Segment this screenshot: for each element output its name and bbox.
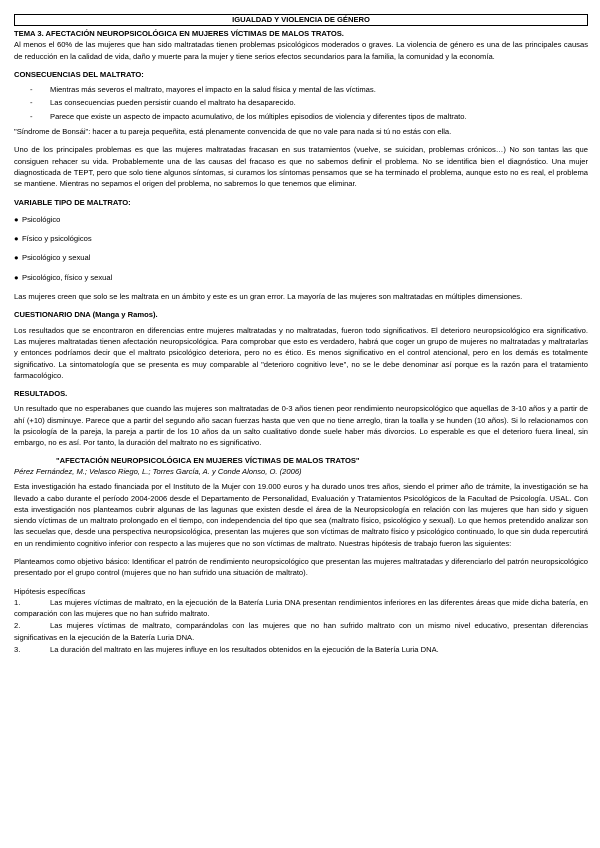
variable-list <box>14 214 588 283</box>
document-header: IGUALDAD Y VIOLENCIA DE GÉNERO <box>14 14 588 26</box>
list-item: - Las consecuencias pueden persistir cuando el maltrato ha desaparecido. <box>30 98 296 108</box>
variable-heading: VARIABLE TIPO DE MALTRATO: <box>14 197 131 207</box>
bullet-icon: ● <box>14 272 19 282</box>
intro-paragraph: Al menos el 60% de las mujeres que han sido maltratadas tienen problemas psicológicos moderados o graves. La violencia de género es una de las principales causas de reducción en la calidad de vida, daño y muerte para la mujer y tiene serios efectos secundarios para la familia, la comunidad y la economía. <box>14 40 588 61</box>
objetivo-paragraph: Planteamos como objetivo básico: Identificar el patrón de rendimiento neuropsicológico que presentan las mujeres maltratadas y diferenciarlo del patrón neuropsicológico presentado por el grupo control (mujeres que no han sufrido una situación de maltrato). <box>14 556 588 578</box>
study-authors: Pérez Fernández, M.; Velasco Riego, L.; Torres García, A. y Conde Alonso, O. (2006) <box>14 466 302 476</box>
bullet-icon: ● <box>14 214 19 224</box>
list-item: 1. Las mujeres víctimas de maltrato, en la ejecución de la Batería Luria DNA presentan rendimientos inferiores en las diferentes áreas que mide dicha batería, en comparación con las mujeres que no han sufrido maltrato. <box>14 597 588 619</box>
bullet-icon: ● <box>14 234 19 244</box>
investigacion-paragraph: Esta investigación ha estado financiada por el Instituto de la Mujer con 19.000 euros y ha durado unos tres años, siendo el primer año de trámite, la investigación se ha llevado a cabo durante el período 2004-2006 desde el Departamento de Personalidad, Evaluación y Tratamientos Psicológicos de la Facultad de Psicología. USAL. Con esta investigación nos planteamos cubrir algunas de las lagunas que existen desde el área de la Neuropsicología en relación con las mujeres que han sido y siguen siendo víctimas de un maltrato prolongado en el tiempo, con independencia del tipo que sea (maltrato físico, psicológico y sexual). Lo que hemos pretendido analizar son las secuelas que, desde una perspectiva neuropsicológica, presentan las mujeres que son víctimas de maltrato físico y psicológico continuado, lo que sin duda repercutirá en un rendimiento cognitivo inferior con respecto a las mujeres que no son víctimas de maltrato. Nuestras hipótesis de trabajo fueron las siguientes: <box>14 482 588 548</box>
dash-bullet: - <box>30 98 33 108</box>
hipotesis-list <box>14 597 588 655</box>
resultados-heading: RESULTADOS. <box>14 389 68 399</box>
problemas-paragraph: Uno de los principales problemas es que las mujeres maltratadas fracasan en sus tratamientos (vuelve, se suicidan, problemas crónicos…) No son tantas las que consiguen rehacer su vida. Probablemente una de las causas del fracaso es que no sabemos definir el problema. No se identifica bien el diagnóstico. Una mujer diagnosticada de TEPT, pero que solo tiene algunos síntomas, si curamos los síntomas pensamos que se ha terminado el problema, aunque esto no es real, el problema se mantiene. Mientras no sepamos el origen del problema, no sabremos lo que tenemos que eliminar. <box>14 145 588 189</box>
list-item: - Parece que existe un aspecto de impacto acumulativo, de los múltiples episodios de violencia y diferentes tipos de maltrato. <box>30 111 467 121</box>
cuestionario-heading: CUESTIONARIO DNA (Manga y Ramos). <box>14 310 158 320</box>
resultados-paragraph: Un resultado que no esperabanes que cuando las mujeres son maltratadas de 0-3 años tienen peor rendimiento neuropsicológico que aquellas de 3-10 años y a partir de ahí (+10) disminuye. Parece que a partir del segundo año sacan fuerzas hasta que ven que no tiene arreglo, tiran la toalla y se hunden (10 años). Si lo relacionamos con la psicología de la pareja, la pareja a partir de los 10 años da un salto cualitativo donde suele haber más divorcios. Lo esperable es que el deterioro fuera lineal, sin embargo, no es así. Por tanto, la duración del maltrato no es significativo. <box>14 404 588 448</box>
hipotesis-heading: Hipótesis específicas <box>14 586 86 596</box>
list-item: 2. Las mujeres víctimas de maltrato, comparándolas con las mujeres que no han sufrido maltrato con un mismo nivel educativo, presentan diferencias significativas en la ejecución de la Batería Luria DNA. <box>14 621 588 642</box>
bonsai-term: "Síndrome de Bonsái" <box>14 127 89 137</box>
consecuencias-list <box>14 84 588 122</box>
list-item: - Mientras más severos el maltrato, mayores el impacto en la salud física y mental de las víctimas. <box>30 85 376 95</box>
bullet-icon: ● <box>14 253 19 263</box>
list-item: ● Psicológico <box>14 214 61 224</box>
bonsai-paragraph <box>14 126 588 137</box>
bonsai-definition: : hacer a tu pareja pequeñita, está plenamente convencida de que no vale para nada si tú no estás con ella. <box>88 127 452 137</box>
dash-bullet: - <box>30 85 33 95</box>
tema-title: TEMA 3. AFECTACIÓN NEUROPSICOLÓGICA EN MUJERES VÍCTIMAS DE MALOS TRATOS. <box>14 29 344 38</box>
creen-paragraph: Las mujeres creen que solo se les maltrata en un ámbito y este es un gran error. La mayoría de las mujeres son maltratadas en múltiples dimensiones. <box>14 292 523 302</box>
cuestionario-paragraph: Los resultados que se encontraron en diferencias entre mujeres maltratadas y no maltratadas, fueron todo significativos. El deterioro neuropsicológico era significativo. Las mujeres maltratadas tienen afectación neuropsicológica. Para comprobar que esto es verdadero, habrá que coger un grupo de mujeres no maltratadas y maltratarlas y entonces podríamos decir que el maltrato psicológico deteriora, pero no es ético. Es menos significativo en el control atencional, pero en los demás es totalmente significativo. La sintomatología que se presenta es muy comparable al "deterioro cognitivo leve", no se le debe denominar así porque es la razón para el tratamiento farmacológico. <box>14 325 588 380</box>
list-item: 3. La duración del maltrato en las mujeres influye en los resultados obtenidos en la ejecución de la Batería Luria DNA. <box>14 645 439 655</box>
list-item: ● Físico y psicológicos <box>14 234 92 244</box>
list-item: ● Psicológico y sexual <box>14 253 91 263</box>
consecuencias-heading: CONSECUENCIAS DEL MALTRATO: <box>14 69 144 79</box>
list-item: ● Psicológico, físico y sexual <box>14 272 113 282</box>
dash-bullet: - <box>30 111 33 121</box>
study-title: "AFECTACIÓN NEUROPSICOLÓGICA EN MUJERES VÍCTIMAS DE MALOS TRATOS" <box>56 455 360 465</box>
